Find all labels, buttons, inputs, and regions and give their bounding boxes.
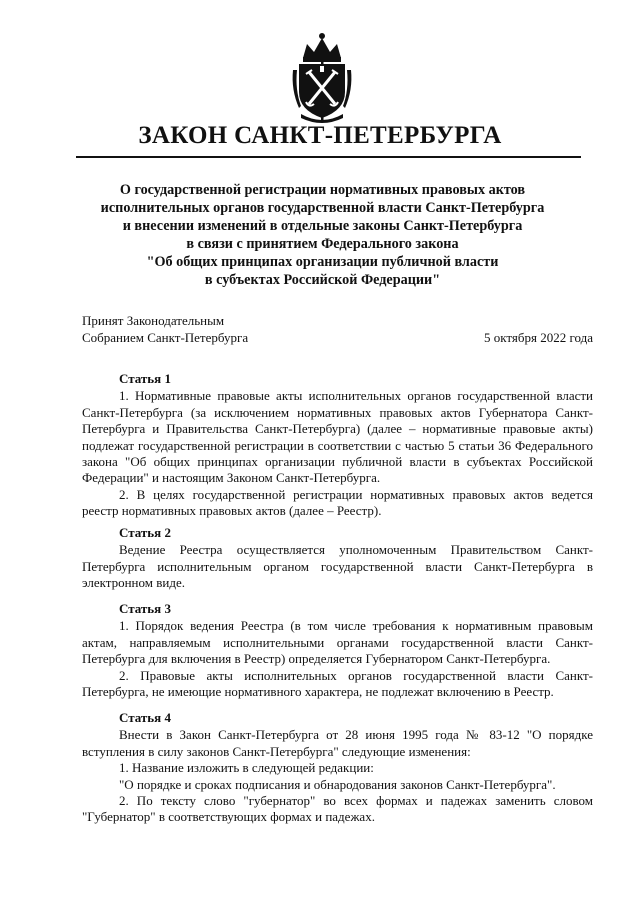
title-divider (76, 156, 581, 158)
article-paragraph: 2. В целях государственной регистрации нормативных правовых актов ведется реестр нормативных правовых актов (далее – Реестр). (82, 486, 593, 519)
document-heading (60, 181, 585, 289)
article-title: Статья 1 (119, 371, 171, 386)
heading-line: в связи с принятием Федерального закона (186, 236, 459, 252)
article-paragraph: 2. Правовые акты исполнительных органов государственной власти Санкт-Петербурга, не имеющие нормативного характера, не подлежат включению в Реестр. (82, 667, 593, 700)
article-paragraph: 1. Нормативные правовые акты исполнительных органов государственной власти Санкт-Петербурга (за исключением нормативных правовых актов Губернатора Санкт-Петербурга и Правительства Санкт-Петербурга) (далее – нормативные правовые акты) подлежат государственной регистрации в соответствии с частью 5 статьи 36 Федерального закона "Об общих принципах организации публичной власти в субъектах Российской Федерации" и настоящим Законом Санкт-Петербурга. (82, 388, 593, 486)
adoption-note (82, 312, 248, 346)
article-paragraph: Внести в Закон Санкт-Петербурга от 28 июня 1995 года № 83-12 "О порядке вступления в силу законов Санкт-Петербурга" следующие изменения: (82, 727, 593, 759)
heading-line: "Об общих принципах организации публичной власти (146, 254, 499, 270)
adoption-line: Собранием Санкт-Петербурга (82, 330, 249, 345)
article-paragraph: 1. Порядок ведения Реестра (в том числе требования к нормативным правовым актам, направляемым исполнительными органами государственной власти Санкт-Петербурга для включения в Реестр) определяется Губернатором Санкт-Петербурга. (82, 618, 593, 667)
article-2 (82, 525, 593, 592)
article-title: Статья 4 (119, 710, 171, 725)
article-paragraph: "О порядке и сроках подписания и обнародования законов Санкт-Петербурга". (119, 776, 556, 792)
article-4 (82, 710, 593, 826)
heading-line: исполнительных органов государственной власти Санкт-Петербурга (100, 200, 545, 216)
adoption-date: 5 октября 2022 года (484, 330, 593, 345)
heading-line: О государственной регистрации нормативных правовых актов (119, 182, 526, 198)
heading-line: в субъектах Российской Федерации" (204, 272, 441, 288)
article-3 (82, 601, 593, 700)
article-paragraph: Ведение Реестра осуществляется уполномоченным Правительством Санкт-Петербурга исполнительным органом государственной власти Санкт-Петербурга в электронном виде. (82, 542, 593, 591)
coat-of-arms-emblem (289, 30, 355, 126)
article-title: Статья 3 (119, 601, 171, 616)
coat-of-arms-icon (289, 30, 355, 126)
article-1 (82, 371, 593, 520)
adoption-line: Принят Законодательным (82, 313, 225, 328)
heading-line: и внесении изменений в отдельные законы Санкт-Петербурга (122, 218, 523, 234)
article-title: Статья 2 (119, 525, 171, 540)
law-title: ЗАКОН САНКТ-ПЕТЕРБУРГА (138, 122, 502, 149)
article-paragraph: 2. По тексту слово "губернатор" во всех формах и падежах заменить словом "Губернатор" в соответствующих формах и падежах. (82, 793, 593, 825)
article-paragraph: 1. Название изложить в следующей редакции: (119, 760, 374, 776)
